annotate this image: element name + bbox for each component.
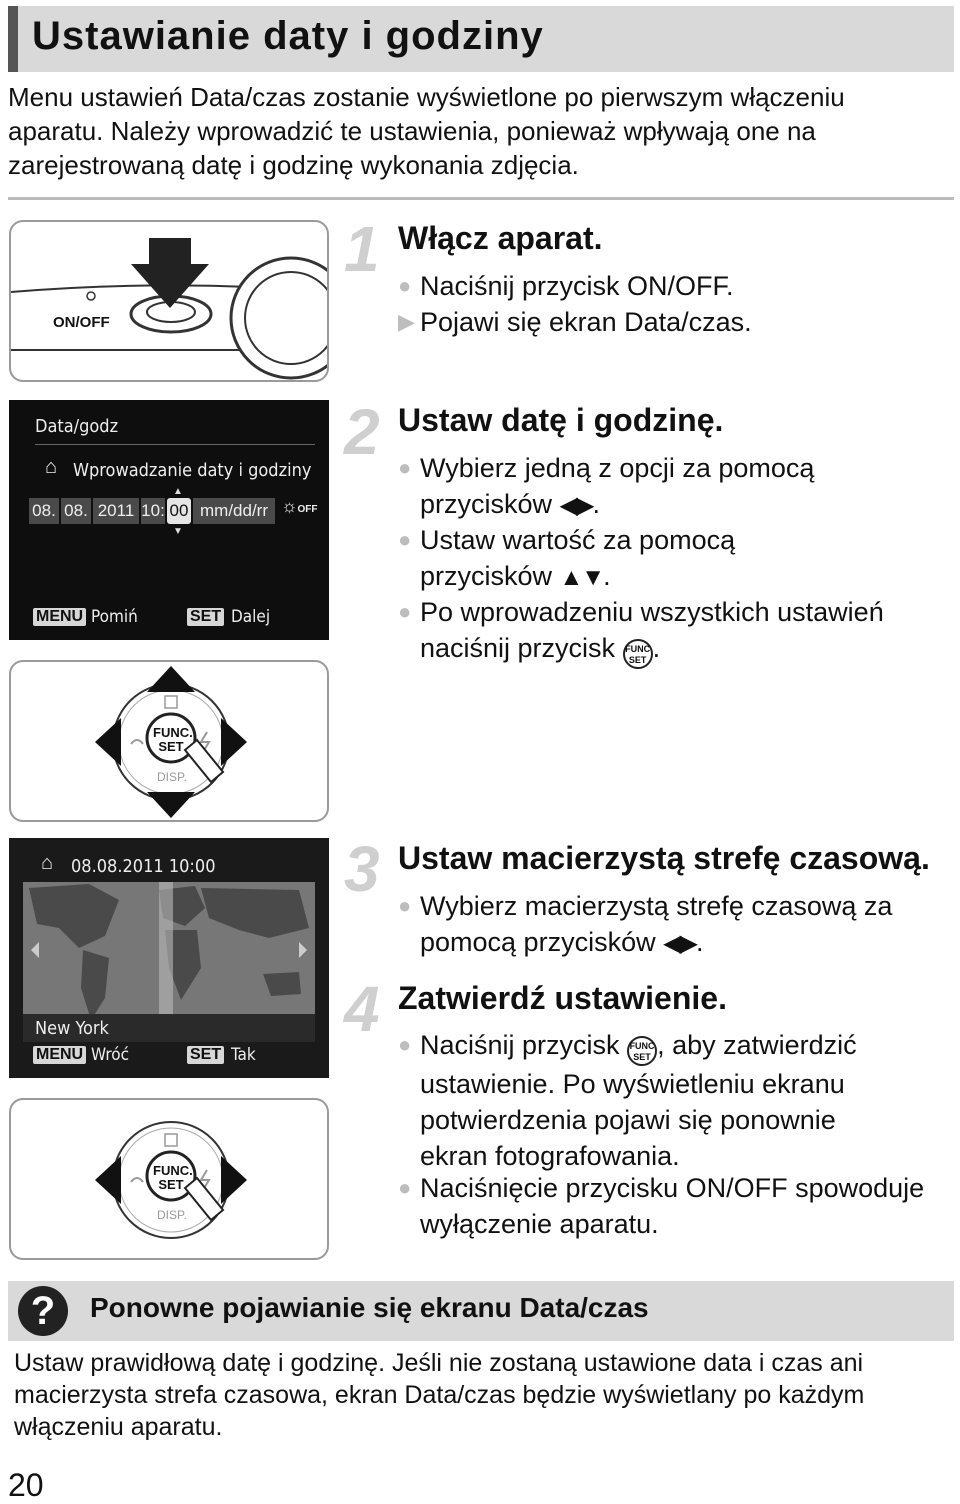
- intro-text: Menu ustawień Data/czas zostanie wyświetlone po pierwszym włączeniu aparatu. Należy wprowadzić te ustawienia, ponieważ wpływają one na zarejestrowaną datę i godzinę wykonania zdjęcia.: [8, 82, 845, 180]
- bullet-item: ● Po wprowadzeniu wszystkich ustawień naciśnij przycisk FUNC SET .: [398, 594, 884, 669]
- func-set-icon: FUNC SET: [623, 639, 653, 669]
- note-text: Ustaw prawidłową datę i godzinę. Jeśli nie zostaną ustawione data i czas ani macierzysta strefa czasowa, ekran Data/czas będzie wyświetlany po każdym włączeniu aparatu.: [14, 1349, 865, 1441]
- left-right-arrows-icon: ◀▶: [559, 492, 593, 519]
- lcd-subtitle: Wprowadzanie daty i godziny: [73, 460, 312, 481]
- page-number: 20: [8, 1467, 44, 1503]
- step-number: 3: [344, 833, 380, 905]
- step-number: 1: [344, 213, 380, 285]
- lcd-left-label: Wróć: [91, 1045, 130, 1065]
- lcd-field-year: 2011: [93, 498, 139, 524]
- bullet-arrow-icon: ▶: [398, 309, 415, 334]
- lcd-field-day: 08.: [61, 498, 91, 524]
- camera-top-drawing: [11, 222, 329, 382]
- left-right-arrows-icon: ◀▶: [663, 930, 697, 957]
- question-icon: ?: [18, 1286, 68, 1336]
- lcd-datetime-screen: [9, 400, 329, 640]
- bullet-item: ● Ustaw wartość za pomocą przycisków ▲▼.: [398, 522, 735, 596]
- lcd-field-format: mm/dd/rr: [193, 498, 275, 524]
- note-title: Ponowne pojawianie się ekranu Data/czas: [90, 1292, 649, 1323]
- control-dial-illustration: [9, 660, 329, 822]
- lcd-title: Data/godz: [35, 416, 119, 437]
- menu-button-label: MENU: [33, 1046, 86, 1064]
- lcd-timezone-screen: [9, 838, 329, 1078]
- func-set-icon: FUNC SET: [627, 1036, 657, 1066]
- bullet-item: ● Naciśnięcie przycisku ON/OFF spowoduje wyłączenie aparatu.: [398, 1170, 924, 1242]
- lcd-right-label: Dalej: [231, 607, 271, 627]
- lcd-datetime-value: 08.08.2011 10:00: [71, 856, 216, 877]
- bullet-item: ● Naciśnij przycisk FUNC SET , aby zatwierdzić ustawienie. Po wyświetleniu ekranu potwierdzenia pojawi się ponownie ekran fotografowania.: [398, 1027, 857, 1174]
- dst-icon: ☼OFF: [281, 496, 318, 516]
- bullet-dot-icon: ●: [398, 455, 412, 480]
- lcd-field-minute: 00: [167, 498, 191, 524]
- bullet-item: ● Wybierz jedną z opcji za pomocą przycisków ◀▶.: [398, 450, 814, 524]
- lcd-right-label: Tak: [231, 1045, 256, 1065]
- disp-label: DISP.: [157, 770, 187, 784]
- divider: [8, 197, 954, 200]
- step-title: Zatwierdź ustawienie.: [398, 980, 727, 1016]
- page-title: Ustawianie daty i godziny: [32, 14, 544, 58]
- bullet-dot-icon: ●: [398, 893, 412, 918]
- step-title: Ustaw datę i godzinę.: [398, 402, 724, 438]
- func-set-button: FUNC. SET: [153, 1163, 193, 1192]
- set-button-label: SET: [187, 608, 224, 626]
- step-number: 2: [344, 396, 380, 468]
- up-down-arrows-icon: ▲▼: [559, 564, 604, 591]
- bullet-dot-icon: ●: [398, 527, 412, 552]
- step-title: Włącz aparat.: [398, 220, 603, 256]
- down-arrow-icon: ▼: [173, 526, 183, 537]
- bullet-item: ▶ Pojawi się ekran Data/czas.: [398, 304, 752, 340]
- disp-label: DISP.: [157, 1208, 187, 1222]
- lcd-city: New York: [35, 1018, 109, 1039]
- camera-top-illustration: [9, 220, 329, 382]
- bullet-dot-icon: ●: [398, 273, 412, 298]
- bullet-item: ● Naciśnij przycisk ON/OFF.: [398, 268, 734, 304]
- lcd-field-hour: 10:: [141, 498, 165, 524]
- set-button-label: SET: [187, 1046, 224, 1064]
- home-icon: ⌂: [41, 852, 54, 874]
- menu-button-label: MENU: [33, 608, 86, 626]
- lcd-divider: [35, 444, 315, 445]
- on-off-label: ON/OFF: [53, 314, 110, 331]
- bullet-dot-icon: ●: [398, 1032, 412, 1057]
- bullet-dot-icon: ●: [398, 599, 412, 624]
- func-set-button: FUNC. SET: [153, 725, 193, 754]
- lcd-left-label: Pomiń: [91, 607, 138, 627]
- bullet-item: ● Wybierz macierzystą strefę czasową za pomocą przycisków ◀▶.: [398, 888, 892, 962]
- bullet-dot-icon: ●: [398, 1175, 412, 1200]
- control-dial-illustration: [9, 1098, 329, 1260]
- step-title: Ustaw macierzystą strefę czasową.: [398, 840, 930, 876]
- step-number: 4: [344, 973, 380, 1045]
- lcd-field-month: 08.: [29, 498, 59, 524]
- home-icon: ⌂: [45, 456, 58, 478]
- up-arrow-icon: ▲: [173, 486, 183, 497]
